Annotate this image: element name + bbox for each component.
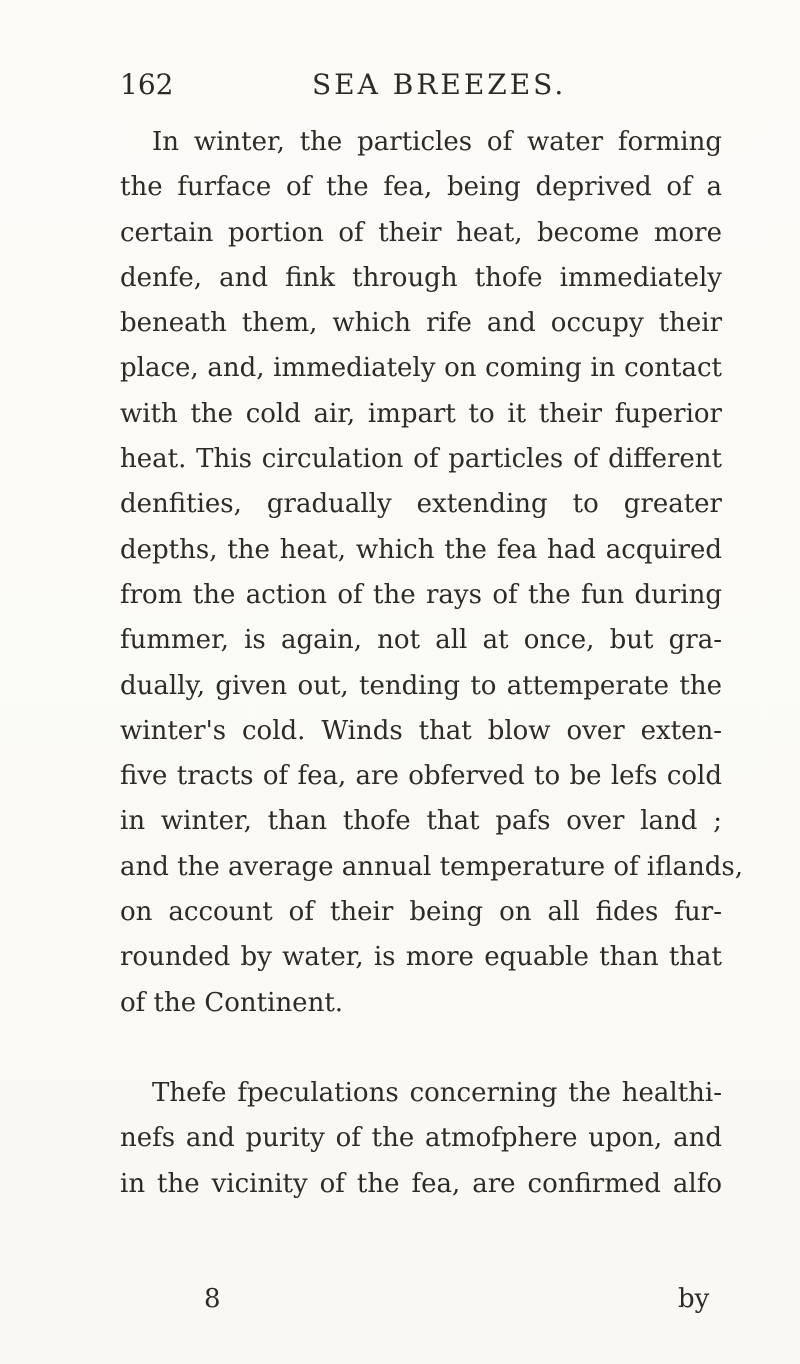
- page-header: [0, 68, 800, 108]
- text-line: the furface of the fea, being deprived of a: [120, 172, 722, 203]
- text-line: nefs and purity of the atmofphere upon, and: [120, 1123, 722, 1154]
- text-line: on account of their being on all fides fur-: [120, 897, 722, 928]
- text-line: with the cold air, impart to it their fuperior: [120, 398, 722, 429]
- text-line: winter's cold. Winds that blow over exten-: [120, 715, 722, 746]
- text-line: dually, given out, tending to attemperate the: [120, 670, 722, 701]
- text-line: rounded by water, is more equable than that: [120, 942, 722, 973]
- body-text: [120, 120, 744, 1207]
- signature-mark: 8: [204, 1284, 221, 1314]
- running-head: SEA BREEZES.: [312, 68, 567, 101]
- paragraph-spacer: [120, 1026, 722, 1071]
- text-line: beneath them, which rife and occupy their: [120, 308, 722, 339]
- text-line: denfities, gradually extending to greater: [120, 489, 722, 520]
- text-line: heat. This circulation of particles of different: [120, 444, 722, 475]
- text-line: in the vicinity of the fea, are confirmed alfo: [120, 1168, 722, 1199]
- text-line: from the action of the rays of the fun during: [120, 579, 722, 610]
- text-line: place, and, immediately on coming in contact: [120, 353, 722, 384]
- page-footer: [0, 1284, 800, 1324]
- text-line: fummer, is again, not all at once, but gra-: [120, 625, 722, 656]
- page-number: 162: [120, 68, 174, 101]
- text-line: In winter, the particles of water forming: [152, 127, 722, 157]
- text-line: Thefe fpeculations concerning the healthi-: [152, 1077, 722, 1108]
- text-line: denfe, and fink through thofe immediately: [120, 262, 722, 293]
- text-line: of the Continent.: [120, 987, 344, 1018]
- catchword: by: [678, 1284, 710, 1314]
- text-line: five tracts of fea, are obferved to be lefs cold: [120, 761, 722, 792]
- text-line: depths, the heat, which the fea had acquired: [120, 534, 722, 565]
- text-line: certain portion of their heat, become more: [120, 217, 722, 248]
- paragraph-1: [120, 120, 744, 1026]
- text-line: and the average annual temperature of iflands,: [120, 851, 744, 882]
- paragraph-2: [120, 1071, 722, 1207]
- text-line: in winter, than thofe that pafs over land ;: [120, 806, 722, 837]
